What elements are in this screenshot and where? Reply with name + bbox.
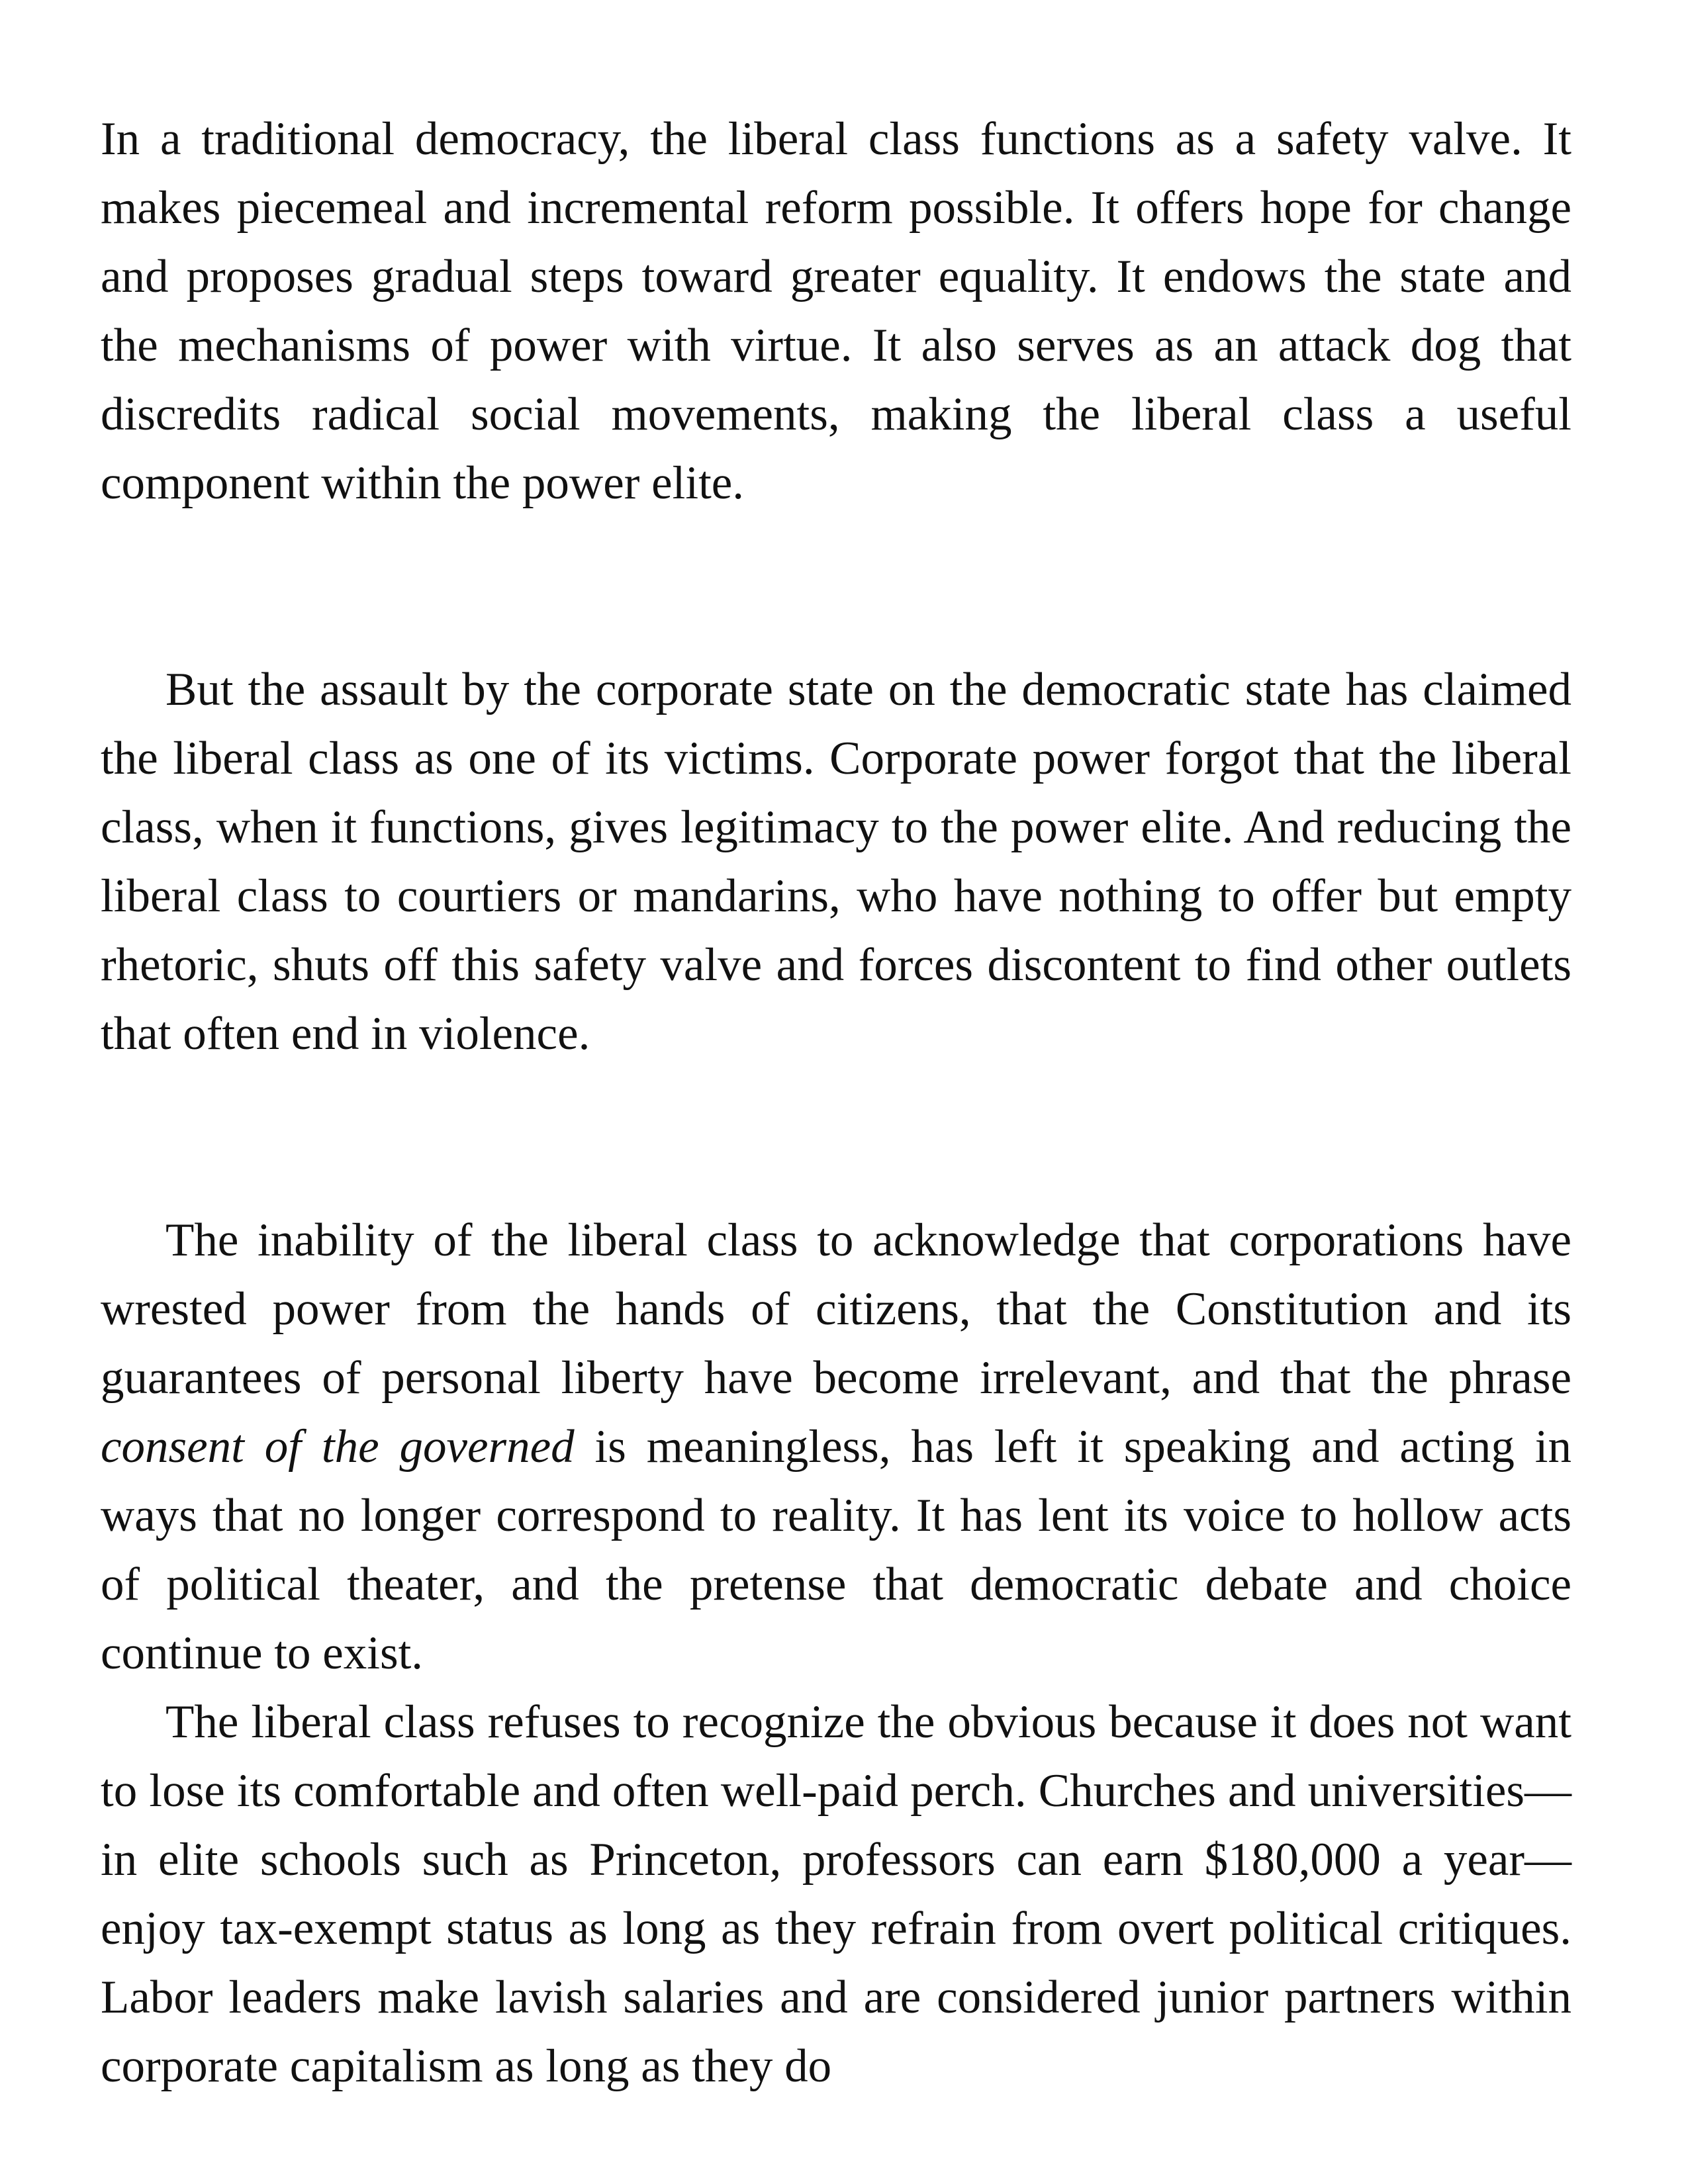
paragraph-2: But the assault by the corporate state on the democratic state has claimed the liberal class as one of its victims. Corporate power forgot that the liberal class, when it functions, gives legitimacy to the power elite. And reducing the liberal class to courtiers or mandarins, who have nothing to offer but empty rhetoric, shuts off this safety valve and forces discontent to find other outlets that often end in violence.	[101, 664, 1571, 1060]
paragraph-1: In a traditional democracy, the liberal class functions as a safety valve. It makes piecemeal and incremental reform possible. It offers hope for change and proposes gradual steps toward greater equality. It endows the state and the mechanisms of power with virtue. It also serves as an attack dog that discredits radical social movements, making the liberal class a useful component within the power elite.	[101, 113, 1571, 509]
document-page	[101, 105, 1571, 2101]
paragraph-3	[101, 1206, 1571, 1688]
italic-phrase: consent of the governed	[101, 1421, 575, 1473]
paragraph-3-text-before: The inability of the liberal class to acknowledge that corporations have wrested power from the hands of citizens, that the Constitution and its guarantees of personal liberty have become irrelevant, and that the phrase	[101, 1214, 1571, 1404]
paragraph-3-text-after: is meaningless, has left it speaking and acting in ways that no longer correspond to reality. It has lent its voice to hollow acts of political theater, and the pretense that democratic debate and choice continue to exist.	[101, 1421, 1571, 1679]
paragraph-4: The liberal class refuses to recognize the obvious because it does not want to lose its comfortable and often well-paid perch. Churches and universities—in elite schools such as Princeton, professors can earn $180,000 a year—enjoy tax-exempt status as long as they refrain from overt political critiques. Labor leaders make lavish salaries and are considered junior partners within corporate capitalism as long as they do	[101, 1696, 1571, 2092]
